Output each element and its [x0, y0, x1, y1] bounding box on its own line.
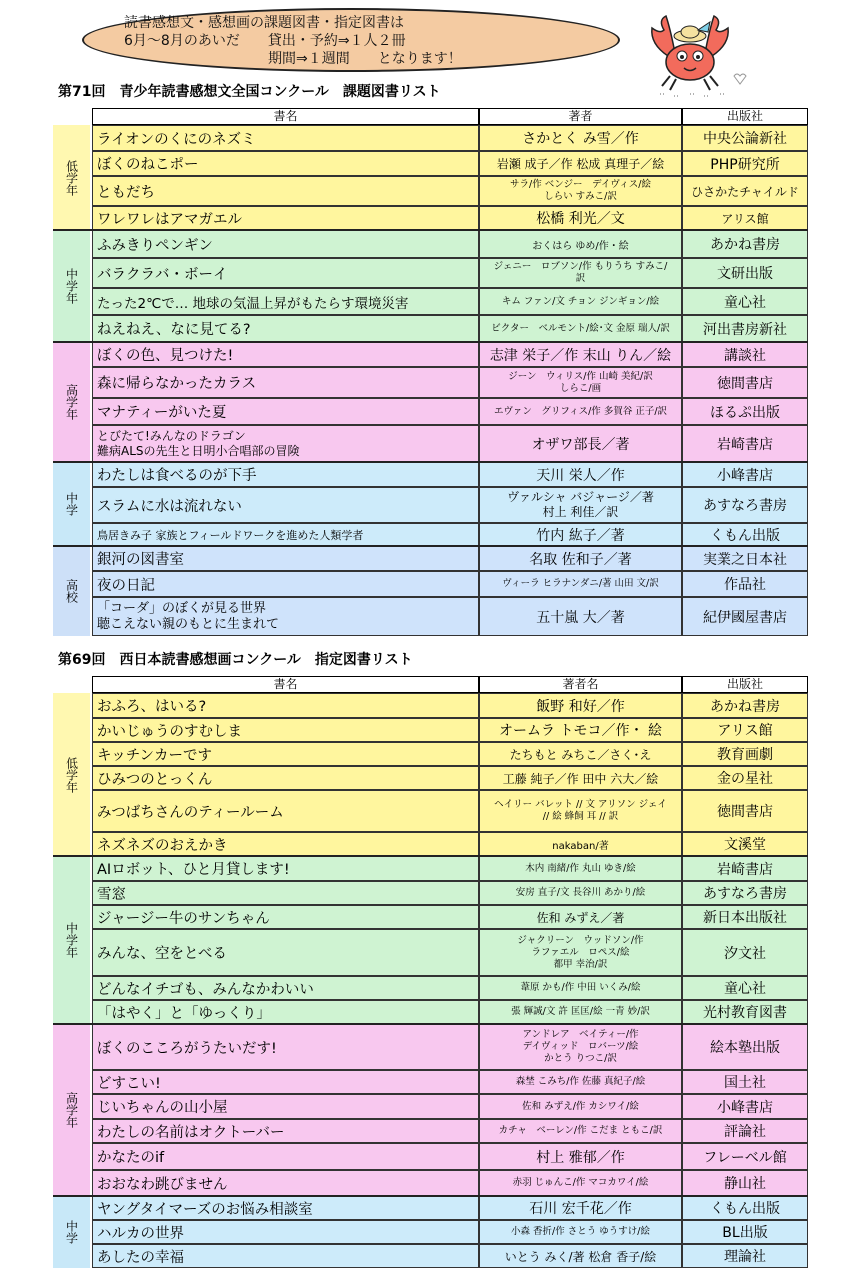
book-publisher: 徳間書店 [682, 790, 808, 832]
book-title: ねえねえ、なに見てる? [92, 315, 479, 342]
book-title: おふろ、はいる? [92, 693, 479, 718]
book-publisher: 実業之日本社 [682, 546, 808, 571]
list1-grade-hs [53, 546, 90, 636]
book-author: さかとく み雪／作 [479, 125, 682, 151]
book-author: 石川 宏千花／作 [479, 1196, 682, 1220]
book-publisher: 静山社 [682, 1170, 808, 1196]
list2-grade-mid [53, 856, 90, 1024]
book-title: どすこい! [92, 1070, 479, 1094]
book-title: わたしは食べるのが下手 [92, 462, 479, 487]
bubble-line-2: 6月～8月のあいだ 貸出・予約⇒１人２冊 [124, 33, 406, 49]
book-title: あしたの幸福 [92, 1244, 479, 1268]
book-author: 志津 栄子／作 末山 りん／絵 [479, 342, 682, 367]
book-author: ヴィーラ ヒラナンダニ/著 山田 文/訳 [479, 571, 682, 597]
book-author: 天川 栄人／作 [479, 462, 682, 487]
book-publisher: 作品社 [682, 571, 808, 597]
book-publisher: アリス館 [682, 206, 808, 230]
book-author: 安房 直子/文 長谷川 あかり/絵 [479, 881, 682, 905]
list2-header-name: 書名 [92, 676, 479, 693]
grade-label: 中学 [64, 492, 79, 516]
book-publisher: PHP研究所 [682, 151, 808, 176]
book-publisher: 絵本塾出版 [682, 1024, 808, 1070]
book-author: 葦原 かも/作 中田 いくみ/絵 [479, 976, 682, 1000]
book-publisher: 徳間書店 [682, 367, 808, 398]
book-publisher: 新日本出版社 [682, 905, 808, 929]
book-publisher: 中央公論新社 [682, 125, 808, 151]
book-publisher: 教育画劇 [682, 742, 808, 766]
grade-label: 高校 [64, 579, 79, 603]
book-author: 名取 佐和子／著 [479, 546, 682, 571]
book-title: 森に帰らなかったカラス [92, 367, 479, 398]
book-publisher: 岩崎書店 [682, 425, 808, 462]
list1-header-name: 書名 [92, 108, 479, 125]
book-author: 赤羽 じゅんこ/作 マコカワイ/絵 [479, 1170, 682, 1196]
book-title: AIロボット、ひと月貸します! [92, 856, 479, 881]
book-publisher: 童心社 [682, 288, 808, 315]
book-title: キッチンカーです [92, 742, 479, 766]
grade-label: 低学年 [64, 159, 79, 196]
book-title: ともだち [92, 176, 479, 206]
book-author: 岩瀬 成子／作 松成 真理子／絵 [479, 151, 682, 176]
group-divider [53, 545, 808, 547]
book-title: たった2℃で… 地球の気温上昇がもたらす環境災害 [92, 288, 479, 315]
book-author: ヴァルシャ バジャージ／著 村上 利佳／訳 [479, 487, 682, 523]
book-title: みんな、空をとべる [92, 929, 479, 976]
grade-label: 高学年 [64, 1092, 79, 1128]
book-author: ヘイリー バレット // 文 アリソン ジェイ // 絵 蜂飼 耳 // 訳 [479, 790, 682, 832]
book-author: 佐和 みずえ／著 [479, 905, 682, 929]
book-author: 佐和 みずえ/作 カシワイ/絵 [479, 1094, 682, 1119]
book-publisher: アリス館 [682, 718, 808, 742]
book-publisher: あすなろ書房 [682, 487, 808, 523]
book-publisher: ほるぷ出版 [682, 398, 808, 425]
book-author: nakaban/著 [479, 832, 682, 856]
book-title: わたしの名前はオクトーバー [92, 1119, 479, 1143]
book-author: 森埜 こみち/作 佐藤 真紀子/絵 [479, 1070, 682, 1094]
book-title: かいじゅうのすむしま [92, 718, 479, 742]
list1-grade-mid [53, 230, 90, 342]
list2-header-publisher: 出版社 [682, 676, 808, 693]
book-title: ぼくの色、見つけた! [92, 342, 479, 367]
book-publisher: 理論社 [682, 1244, 808, 1268]
book-publisher: あかね書房 [682, 230, 808, 258]
book-publisher: ひさかたチャイルド [682, 176, 808, 206]
group-divider [53, 341, 808, 343]
book-title: ライオンのくにのネズミ [92, 125, 479, 151]
group-divider [53, 1023, 808, 1025]
list2-title: 第69回 西日本読書感想画コンクール 指定図書リスト [58, 652, 413, 668]
list2-header-author: 著者名 [479, 676, 682, 693]
book-author: 村上 雅郁／作 [479, 1143, 682, 1170]
book-title: ハルカの世界 [92, 1220, 479, 1244]
list2-grade-high [53, 1024, 90, 1196]
book-publisher: 国土社 [682, 1070, 808, 1094]
book-author: ジーン ウィリス/作 山崎 美紀/訳 しらこ/画 [479, 367, 682, 398]
book-publisher: フレーベル館 [682, 1143, 808, 1170]
book-title: ジャージー牛のサンちゃん [92, 905, 479, 929]
book-title: マナティーがいた夏 [92, 398, 479, 425]
book-title: バラクラバ・ボーイ [92, 258, 479, 288]
grade-label: 低学年 [64, 756, 79, 793]
book-publisher: くもん出版 [682, 1196, 808, 1220]
bubble-line-1: 読書感想文・感想画の課題図書・指定図書は [124, 15, 404, 31]
group-divider [53, 461, 808, 463]
book-title: どんなイチゴも、みんなかわいい [92, 976, 479, 1000]
list2-grade-jr [53, 1196, 90, 1268]
book-title: かなたのif [92, 1143, 479, 1170]
list1-header-author: 著者 [479, 108, 682, 125]
book-publisher: 金の星社 [682, 766, 808, 790]
book-author: ジェニー ロブソン/作 もりうち すみこ/ 訳 [479, 258, 682, 288]
book-publisher: あかね書房 [682, 693, 808, 718]
book-author: 飯野 和好／作 [479, 693, 682, 718]
book-title: ひみつのとっくん [92, 766, 479, 790]
book-title: 「コーダ」のぼくが見る世界 聴こえない親のもとに生まれて [92, 597, 479, 636]
book-author: 竹内 紘子／著 [479, 523, 682, 546]
book-title: 雪窓 [92, 881, 479, 905]
book-publisher: 文研出版 [682, 258, 808, 288]
group-divider [53, 1195, 808, 1197]
book-title: みつばちさんのティールーム [92, 790, 479, 832]
grade-label: 中学年 [64, 268, 79, 304]
book-publisher: 紀伊國屋書店 [682, 597, 808, 636]
grade-label: 高学年 [64, 384, 79, 420]
list1-grade-jr [53, 462, 90, 546]
book-title: スラムに水は流れない [92, 487, 479, 523]
book-author: アンドレア ベイティー/作 デイヴィッド ロバーツ/絵 かとう りつこ/訳 [479, 1024, 682, 1070]
book-author: 工藤 純子／作 田中 六大／絵 [479, 766, 682, 790]
book-author: キム ファン/文 チョン ジンギョン/絵 [479, 288, 682, 315]
book-author: いとう みく/著 松倉 香子/絵 [479, 1244, 682, 1268]
book-publisher: 童心社 [682, 976, 808, 1000]
book-title: とびたて!みんなのドラゴン 難病ALSの先生と日明小合唱部の冒険 [92, 425, 479, 462]
book-author: 張 輝誠/文 許 匡匡/絵 一青 妙/訳 [479, 1000, 682, 1024]
book-publisher: くもん出版 [682, 523, 808, 546]
book-publisher: 文溪堂 [682, 832, 808, 856]
list2-grade-low [53, 693, 90, 856]
crab-icon [630, 4, 750, 100]
grade-label: 中学年 [64, 922, 79, 958]
book-author: 小森 香折/作 さとう ゆうすけ/絵 [479, 1220, 682, 1244]
book-title: ふみきりペンギン [92, 230, 479, 258]
book-publisher: 岩崎書店 [682, 856, 808, 881]
book-title: 鳥居きみ子 家族とフィールドワークを進めた人類学者 [92, 523, 479, 546]
group-divider [53, 855, 808, 857]
book-title: ヤングタイマーズのお悩み相談室 [92, 1196, 479, 1220]
book-author: ジャクリーン ウッドソン/作 ラファエル ロペス/絵 都甲 幸治/訳 [479, 929, 682, 976]
book-author: 木内 南緒/作 丸山 ゆき/絵 [479, 856, 682, 881]
book-author: たちもと みちこ／さく･え [479, 742, 682, 766]
book-publisher: 河出書房新社 [682, 315, 808, 342]
list1-header-publisher: 出版社 [682, 108, 808, 125]
book-title: おおなわ跳びません [92, 1170, 479, 1196]
list1-grade-low [53, 125, 90, 230]
book-author: サラ/作 ベンジー デイヴィス/絵 しらい すみこ/訳 [479, 176, 682, 206]
book-title: ぼくのねこポー [92, 151, 479, 176]
book-title: ぼくのこころがうたいだす! [92, 1024, 479, 1070]
list1-title: 第71回 青少年読書感想文全国コンクール 課題図書リスト [58, 84, 441, 100]
book-author: カチャ ベーレン/作 こだま ともこ/訳 [479, 1119, 682, 1143]
book-publisher: あすなろ書房 [682, 881, 808, 905]
book-publisher: 講談社 [682, 342, 808, 367]
book-author: エヴァン グリフィス/作 多賀谷 正子/訳 [479, 398, 682, 425]
book-publisher: 汐文社 [682, 929, 808, 976]
book-title: ネズネズのおえかき [92, 832, 479, 856]
book-title: 夜の日記 [92, 571, 479, 597]
book-author: おくはら ゆめ/作・絵 [479, 230, 682, 258]
book-author: ビクター ベルモント/絵･文 金原 瑞人/訳 [479, 315, 682, 342]
book-publisher: 評論社 [682, 1119, 808, 1143]
book-author: オームラ トモコ／作・ 絵 [479, 718, 682, 742]
book-publisher: 光村教育図書 [682, 1000, 808, 1024]
book-publisher: BL出版 [682, 1220, 808, 1244]
group-divider [53, 229, 808, 231]
book-title: 銀河の図書室 [92, 546, 479, 571]
book-title: ワレワレはアマガエル [92, 206, 479, 230]
grade-label: 中学 [64, 1220, 79, 1244]
book-title: 「はやく」と「ゆっくり」 [92, 1000, 479, 1024]
book-author: 松橋 利光／文 [479, 206, 682, 230]
book-title: じいちゃんの山小屋 [92, 1094, 479, 1119]
list1-grade-high [53, 342, 90, 462]
bubble-line-3: 期間⇒１週間 となります！ [268, 51, 462, 67]
book-publisher: 小峰書店 [682, 462, 808, 487]
book-author: オザワ部長／著 [479, 425, 682, 462]
book-publisher: 小峰書店 [682, 1094, 808, 1119]
book-author: 五十嵐 大／著 [479, 597, 682, 636]
